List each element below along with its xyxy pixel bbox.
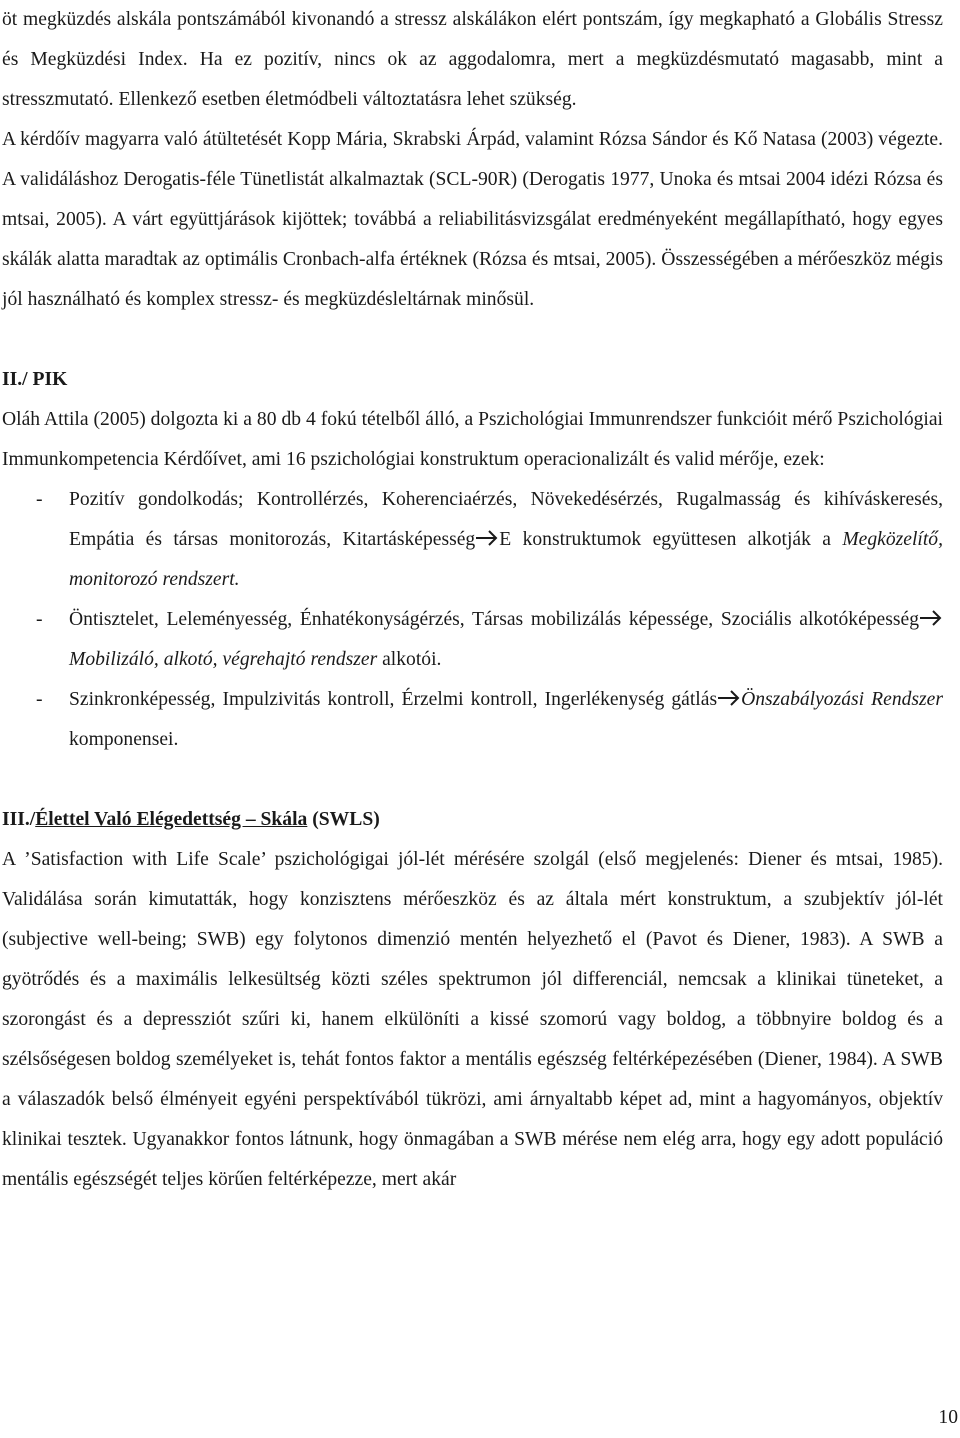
list-item-tail: komponensei.	[69, 729, 179, 750]
paragraph-pik-intro: Oláh Attila (2005) dolgozta ki a 80 db 4 fokú tételből álló, a Pszichológiai Immunrendszer funkcióit mérő Pszichológiai Immunkompetencia Kérdőívet, ami 16 pszichológiai konstruktum operacionalizált és valid mérője, ezek:	[2, 409, 943, 470]
list-item-continuation: E konstruktumok együttesen alkotják a	[499, 529, 843, 550]
list-bullet: -	[36, 489, 43, 510]
spacer	[2, 760, 943, 800]
section-heading-swls	[2, 800, 943, 840]
right-arrow-icon	[475, 529, 499, 547]
paragraph-swls: A ’Satisfaction with Life Scale’ pszichológigai jól-lét mérésére szolgál (első megjelenés: Diener és mtsai, 1985). Validálása során kimutatták, hogy konzisztens mérőeszköz és az általa mért konstruktum, a szubjektív jól-lét (subjective well-being; SWB) egy folytonos dimenzió mentén helyezhető el (Pavot és Diener, 1983). A SWB a gyötrődés és a maximális lelkesültség közti széles spektrumon jól differenciál, nemcsak a klinikai tüneteket, a szorongást és a depressziót szűri ki, hanem elkülöníti a kissé szomorú vagy boldog, a többnyire boldog és a szélsőségesen boldog személyeket is, tehát fontos faktor a mentális egészség feltérképezésében (Diener, 1984). A SWB a válaszadók belső élményeit egyéni perspektívából tükrözi, ami árnyaltabb képet ad, mint a hagyományos, objektív klinikai tesztek. Ugyanakkor fontos látnunk, hogy önmagában a SWB mérése nem elég arra, hogy egy adott populáció mentális egészségét teljes körűen feltérképezze, mert akár	[2, 849, 943, 1190]
section-heading-pik	[2, 360, 943, 400]
list-item	[2, 680, 943, 760]
list-item-system-name: Megközelítő, monitorozó rendszert.	[69, 529, 944, 590]
section-title: Élettel Való Elégedettség – Skála	[35, 809, 308, 830]
paragraph-stress-index: öt megküzdés alskála pontszámából kivonandó a stressz alskálákon elért pontszám, így megkapható a Globális Stressz és Megküzdési Index. Ha ez pozitív, nincs ok az aggodalomra, mert a megküzdésmutató magasabb, mint a stresszmutató. Ellenkező esetben életmódbeli változtatásra lehet szükség.	[2, 9, 943, 110]
section-title: PIK	[27, 369, 68, 390]
paragraph-adaptation: A kérdőív magyarra való átültetését Kopp Mária, Skrabski Árpád, valamint Rózsa Sándor és Kő Natasa (2003) végezte. A validáláshoz Derogatis-féle Tünetlistát alkalmaztak (SCL-90R) (Derogatis 1977, Unoka és mtsai 2004 idézi Rózsa és mtsai, 2005). A várt együttjárások kijöttek; továbbá a reliabilitásvizsgálat eredményeként megállapítható, hogy egyes skálák alatta maradtak az optimális Cronbach-alfa értéknek (Rózsa és mtsai, 2005). Összességében a mérőeszköz mégis jól használható és komplex stressz- és megküzdésleltárnak minősül.	[2, 129, 943, 310]
list-item-system-name: Önszabályozási Rendszer	[741, 689, 943, 710]
section-number: III./	[2, 809, 36, 830]
list-bullet: -	[36, 689, 43, 710]
list-item-text: Pozitív gondolkodás; Kontrollérzés, Koherenciaérzés, Növekedésérzés, Rugalmasság és kihíváskeresés, Empátia és társas monitorozás, Kitartásképesség	[69, 489, 943, 550]
document-page	[2, 0, 943, 1200]
list-item-tail: alkotói.	[377, 649, 442, 670]
list-item	[2, 480, 943, 600]
spacer	[2, 320, 943, 360]
list-item	[2, 600, 943, 680]
right-arrow-icon	[919, 609, 943, 627]
list-item-system-name: Mobilizáló, alkotó, végrehajtó rendszer	[69, 649, 378, 670]
section-number: II./	[2, 369, 28, 390]
right-arrow-icon	[717, 689, 741, 707]
page-number: 10	[938, 1407, 958, 1428]
construct-list	[2, 480, 943, 760]
section-title-suffix: (SWLS)	[307, 809, 380, 830]
list-bullet: -	[36, 609, 43, 630]
list-item-text: Szinkronképesség, Impulzivitás kontroll, Érzelmi kontroll, Ingerlékenység gátlás	[69, 689, 718, 710]
list-item-text: Öntisztelet, Leleményesség, Énhatékonyságérzés, Társas mobilizálás képessége, Szociális alkotóképesség	[69, 609, 919, 630]
